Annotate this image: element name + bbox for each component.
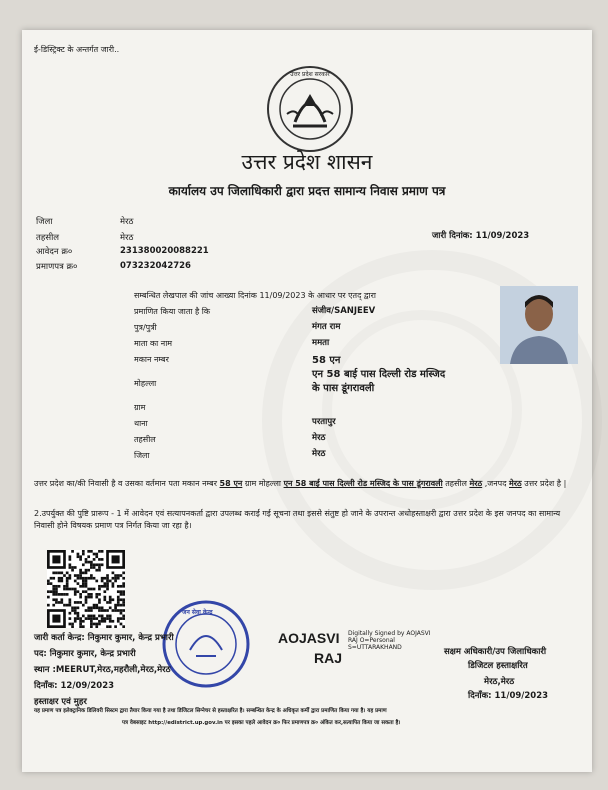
competent-authority: सक्षम अधिकारी/उप जिलाधिकारी	[444, 647, 547, 657]
meta-tehsil-label: तहसील	[36, 233, 60, 243]
police-station-label: थाना	[134, 419, 148, 428]
meta-district-label: जिला	[36, 217, 53, 227]
issuer-post: पद: निकुमार कुमार, केन्द्र प्रभारी	[34, 649, 136, 659]
statement-text-2: ग्राम मोहल्ला	[244, 479, 282, 488]
report-intro: सम्बन्धित लेखपाल की जांच आख्या दिनांक 11/09/2023 के आधार पर एतद् द्वारा	[134, 291, 376, 300]
certificate-number-label: प्रमाणपत्र क्र०	[36, 262, 78, 272]
residence-statement	[34, 478, 580, 490]
page-title: उत्तर प्रदेश शासन	[241, 150, 373, 174]
edistrict-note: ई-डिस्ट्रिक्ट के अन्तर्गत जारी..	[34, 45, 120, 54]
mother-name: ममता	[312, 338, 330, 348]
issuing-center: जारी कर्ता केन्द्र: निकुमार कुमार, केन्द्र प्रभारी	[34, 633, 174, 643]
parent-label: पुत्र/पुत्री	[134, 323, 157, 332]
sign-and-seal: हस्ताक्षर एवं मुहर	[34, 697, 87, 707]
application-number-label: आवेदन क्र०	[36, 247, 73, 257]
statement-text-1: उत्तर प्रदेश का/की निवासी है व उसका वर्तमान पता मकान नम्बर	[34, 479, 217, 488]
signer-name-2: RAJ	[314, 650, 343, 666]
statement-text-3: तहसील	[445, 479, 467, 488]
statement-district: मेरठ	[509, 479, 522, 488]
digital-signature-note: Digitally Signed by AOJASVI RAJ O=Personal S=UTTARAKHAND	[348, 630, 431, 651]
application-number-value: 231380020088221	[120, 246, 209, 256]
issue-center-date: दिनाँक: 12/09/2023	[34, 681, 115, 691]
statement-text-4: ,जनपद	[484, 479, 507, 488]
authority-place: मेरठ,मेरठ	[484, 677, 515, 687]
meta-district-value: मेरठ	[120, 217, 134, 227]
locality-line-1: एन 58 बाई पास दिल्ली रोड मस्जिद	[312, 369, 446, 380]
statement-house: 58 एन	[219, 479, 243, 488]
certificate-page	[22, 30, 592, 772]
details-tehsil-label: तहसील	[134, 435, 156, 444]
statement-tehsil: मेरठ	[469, 479, 483, 488]
issue-place: स्थान :MEERUT,मेरठ,महरौली,मेरठ,मेरठ	[34, 665, 171, 675]
details-district-value: मेरठ	[312, 449, 326, 459]
details-district-label: जिला	[134, 451, 150, 460]
statement-locality: एन 58 बाई पास दिल्ली रोड मस्जिद के पास डूंगरावली	[283, 479, 443, 488]
applicant-name: संजीव/SANJEEV	[312, 306, 376, 316]
qr-code-icon[interactable]	[47, 550, 125, 628]
locality-label: मोहल्ला	[134, 379, 157, 388]
emblem-text: उत्तर प्रदेश सरकार	[290, 71, 330, 78]
applicant-photo	[500, 286, 578, 364]
issue-date: जारी दिनांक: 11/09/2023	[432, 231, 530, 241]
certified-label: प्रमाणित किया जाता है कि	[134, 307, 211, 316]
house-number: 58 एन	[312, 355, 341, 366]
verification-statement: 2.उपर्युक्त की पुष्टि प्रारूप - 1 में आवेदन एवं सत्यापनकर्ता द्वारा उपलब्ध कराई गई सूचना तथा इससे संतुष्ट हो जाने के उपरान्त अधोहस्ताक्षरी द्वारा उत्तर प्रदेश के इस जनपद का सामान्य निवासी होने विषयक प्रमाण पत्र निर्गत किया जा रहा है।	[34, 509, 561, 530]
village-label: ग्राम	[134, 403, 146, 412]
digitally-signed-hi: डिजिटल हस्ताक्षरित	[468, 661, 528, 671]
mother-label: माता का नाम	[134, 339, 173, 348]
statement-text-5: उत्तर प्रदेश है |	[524, 479, 567, 488]
details-tehsil-value: मेरठ	[312, 433, 326, 443]
footer-note-1: यह प्रमाण पत्र इलेक्ट्रानिक डिलिवरी सिस्टम द्वारा तैयार किया गया है तथा डिजिटल सिग्नेचर से हस्ताक्षरित है। सम्बन्धित केन्द्र के अधिकृत कर्मी द्वारा प्रमाणित किया गया है। यह प्रमाण	[34, 708, 387, 714]
meta-tehsil-value: मेरठ	[120, 233, 134, 243]
footer-note-2: पत्र वेबसाइट http://edistrict.up.gov.in पर इसका पहले आवेदन क्र० फिर प्रमाणपत्र क्र० अंकित कर,सत्यापित किया जा सकता है।	[122, 720, 401, 726]
signer-name-1: AOJASVI	[278, 630, 340, 646]
authority-date: दिनाँक: 11/09/2023	[468, 691, 549, 701]
locality-line-2: के पास डूंगरावली	[312, 383, 375, 394]
house-label: मकान नम्बर	[134, 355, 169, 364]
seal-text: जन सेवा केन्द्र	[182, 609, 213, 616]
certificate-number-value: 073232042726	[120, 261, 191, 271]
police-station-value: परतापुर	[312, 417, 336, 427]
parent-name: मंगत राम	[312, 322, 341, 332]
certificate-subtitle: कार्यालय उप जिलाधिकारी द्वारा प्रदत्त सामान्य निवास प्रमाण पत्र	[168, 184, 446, 198]
